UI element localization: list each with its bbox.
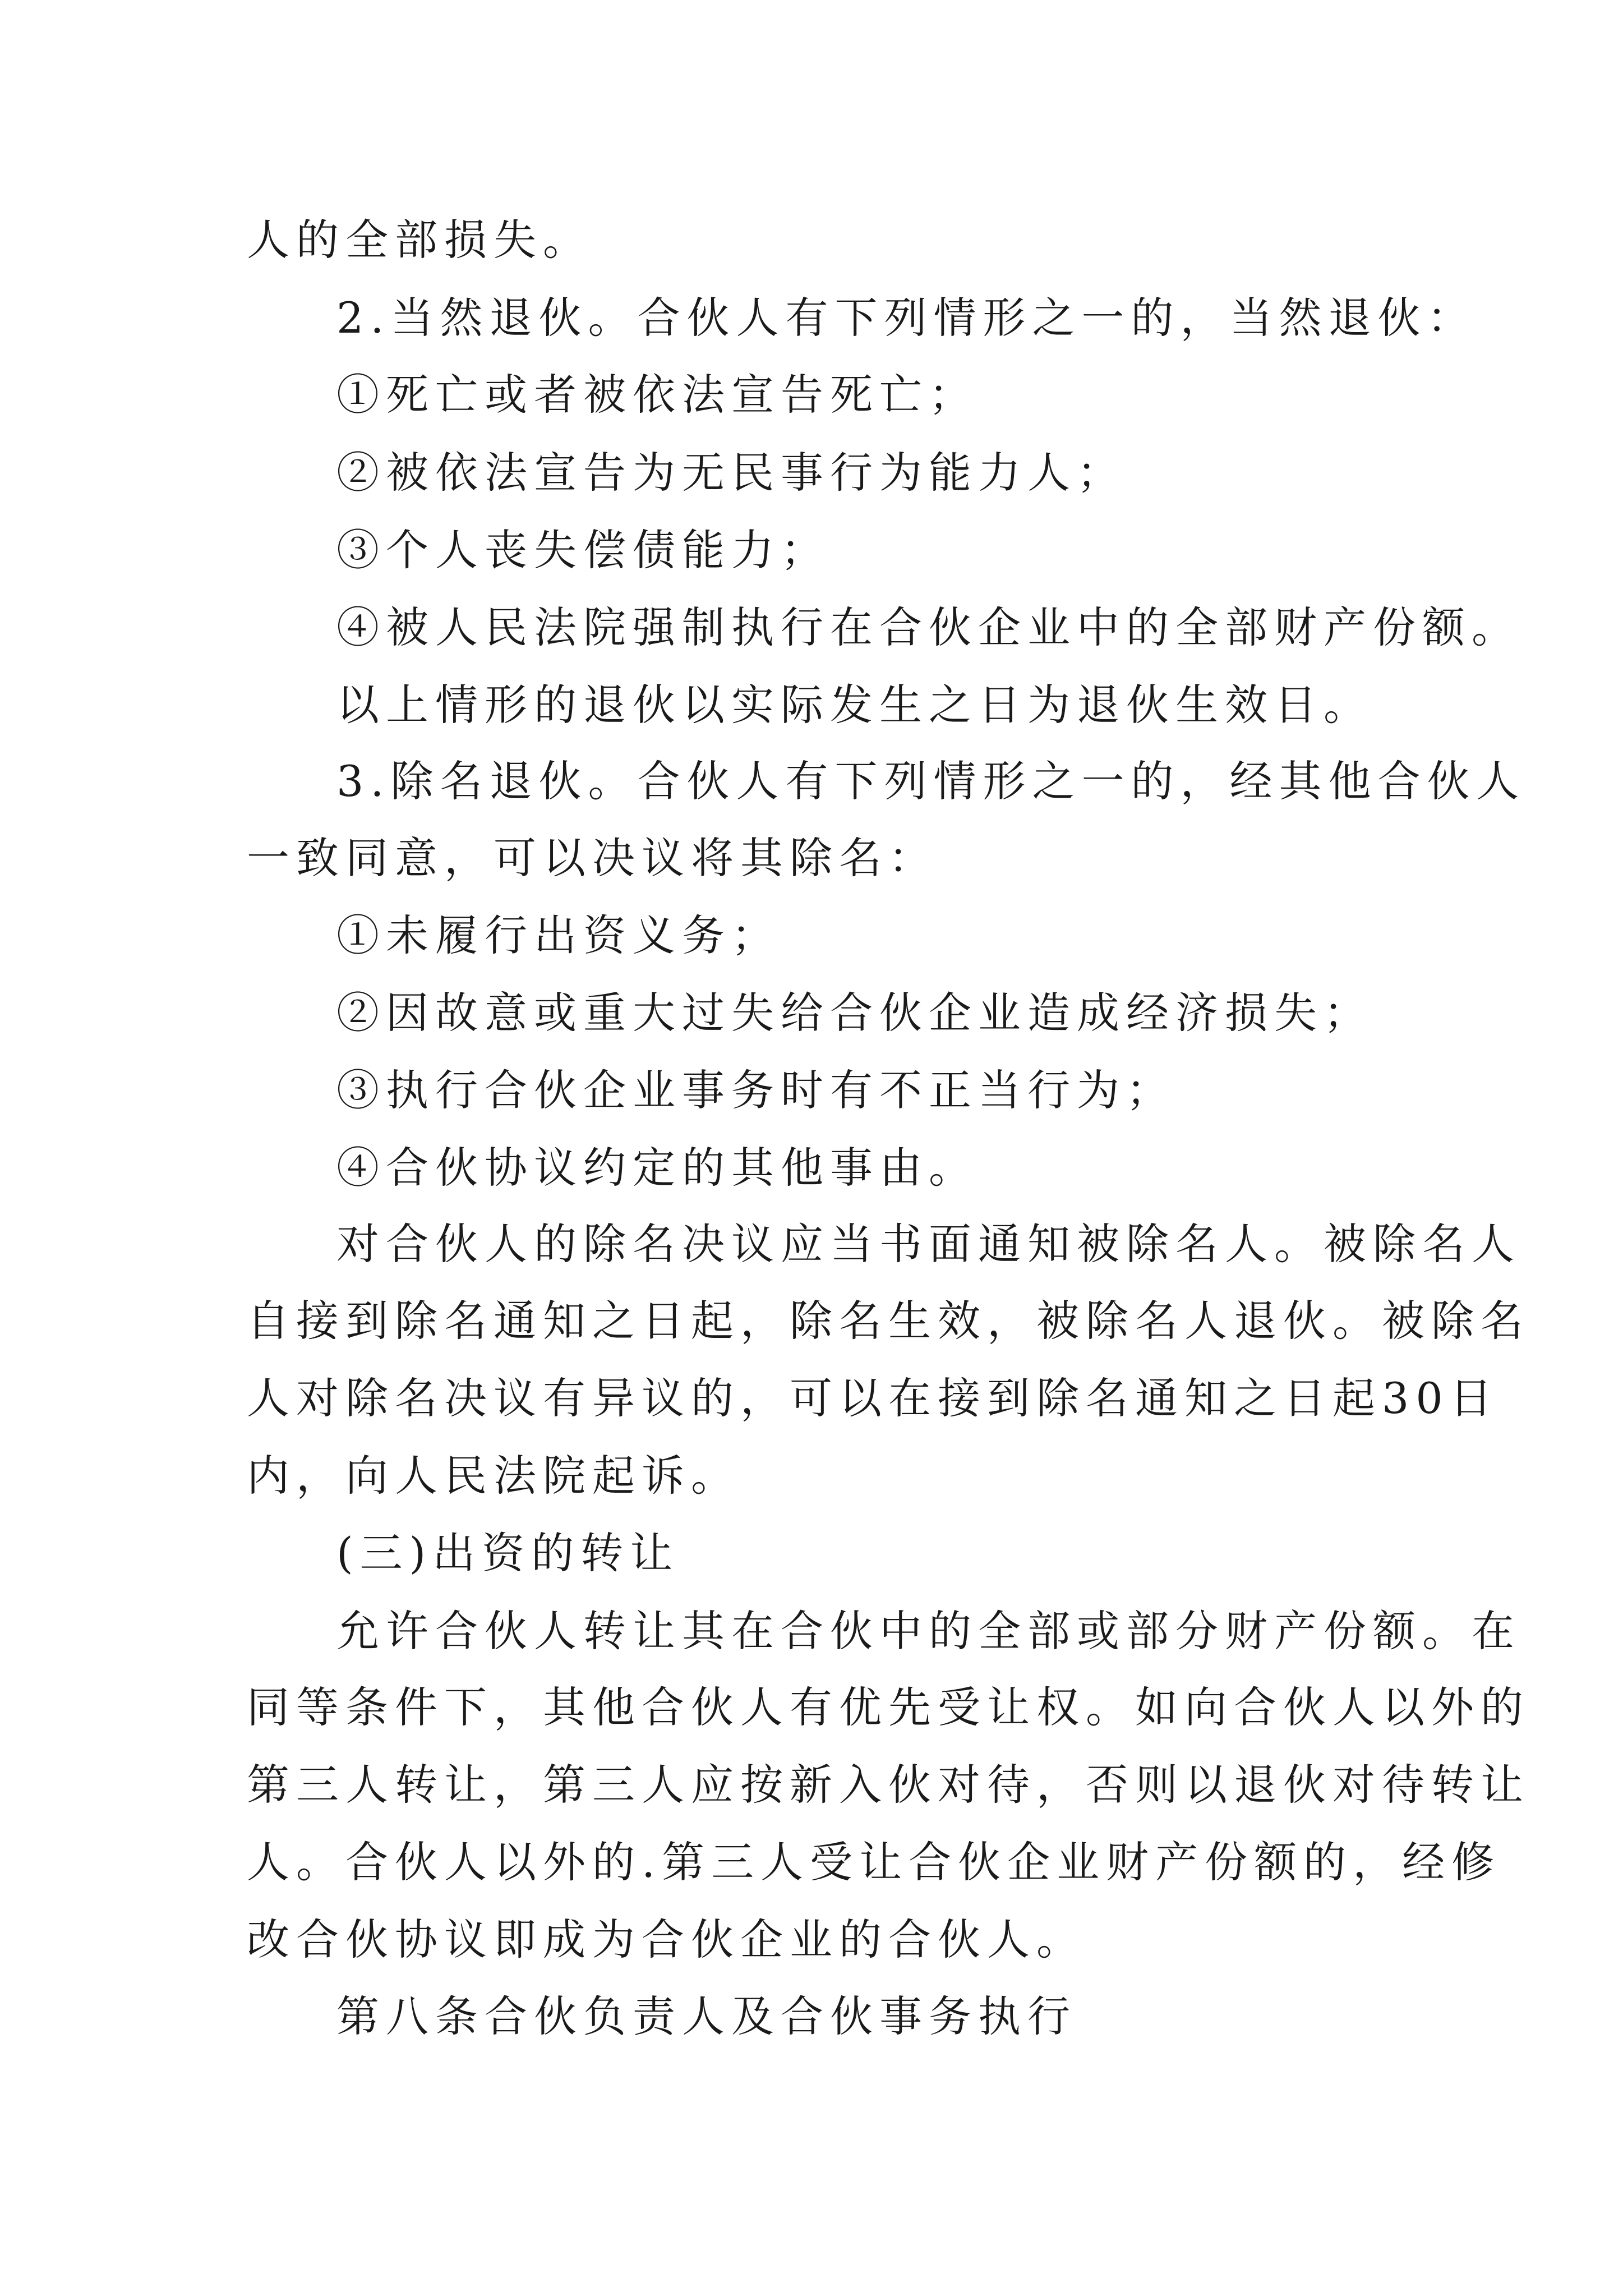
text-line-5: ③个人丧失偿债能力； xyxy=(336,525,830,575)
text-line-13: ④合伙协议约定的其他事由。 xyxy=(336,1143,978,1193)
text-line-23: 改合伙协议即成为合伙企业的合伙人。 xyxy=(247,1915,1086,1964)
text-line-4: ②被依法宣告为无民事行为能力人； xyxy=(336,448,1126,498)
text-line-10: ①未履行出资义务； xyxy=(336,910,781,960)
text-line-17: 内，向人民法院起诉。 xyxy=(247,1451,740,1501)
text-line-12: ③执行合伙企业事务时有不正当行为； xyxy=(336,1065,1175,1115)
text-line-22: 人。合伙人以外的.第三人受让合伙企业财产份额的，经修 xyxy=(247,1837,1501,1887)
text-line-18: (三)出资的转让 xyxy=(336,1528,680,1578)
text-line-16: 人对除名决议有异议的，可以在接到除名通知之日起30日 xyxy=(247,1373,1499,1423)
text-line-7: 以上情形的退伙以实际发生之日为退伙生效日。 xyxy=(336,680,1373,730)
text-line-14: 对合伙人的除名决议应当书面通知被除名人。被除名人 xyxy=(336,1219,1521,1269)
text-line-1: 人的全部损失。 xyxy=(247,215,592,265)
text-line-9: 一致同意，可以决议将其除名： xyxy=(247,833,938,883)
text-line-3: ①死亡或者被依法宣告死亡； xyxy=(336,370,978,420)
text-line-21: 第三人转让，第三人应按新入伙对待，否则以退伙对待转让 xyxy=(247,1760,1530,1810)
text-line-6: ④被人民法院强制执行在合伙企业中的全部财产份额。 xyxy=(336,602,1521,652)
text-line-20: 同等条件下，其他合伙人有优先受让权。如向合伙人以外的 xyxy=(247,1682,1530,1732)
text-line-11: ②因故意或重大过失给合伙企业造成经济损失； xyxy=(336,988,1373,1038)
text-line-2: 2.当然退伙。合伙人有下列情形之一的，当然退伙： xyxy=(336,293,1477,343)
text-line-15: 自接到除名通知之日起，除名生效，被除名人退伙。被除名 xyxy=(247,1296,1530,1346)
text-line-24: 第八条合伙负责人及合伙事务执行 xyxy=(336,1991,1077,2041)
text-line-8: 3.除名退伙。合伙人有下列情形之一的，经其他合伙人 xyxy=(336,756,1526,806)
text-line-19: 允许合伙人转让其在合伙中的全部或部分财产份额。在 xyxy=(336,1606,1521,1656)
